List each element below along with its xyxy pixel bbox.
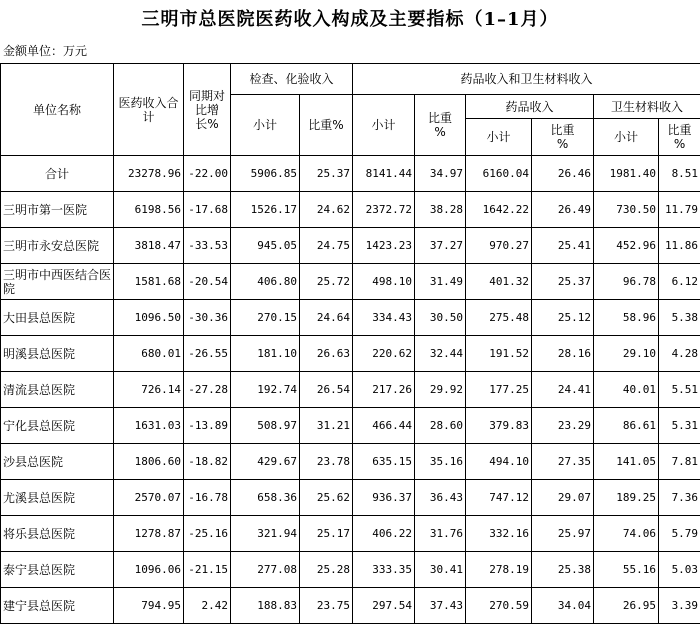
cell-dm-pct: 28.60 (415, 408, 466, 444)
cell-exam-pct: 24.64 (300, 300, 353, 336)
header-exam-subtotal: 小计 (231, 95, 300, 156)
cell-exam: 429.67 (231, 444, 300, 480)
cell-dm-pct: 29.92 (415, 372, 466, 408)
cell-drug-pct: 25.41 (532, 228, 594, 264)
cell-total: 6198.56 (114, 192, 184, 228)
cell-dm: 220.62 (353, 336, 415, 372)
cell-drug: 278.19 (466, 552, 532, 588)
table-row (1, 336, 700, 372)
cell-drug: 6160.04 (466, 156, 532, 192)
cell-dm-pct: 32.44 (415, 336, 466, 372)
cell-dm: 334.43 (353, 300, 415, 336)
cell-dm: 498.10 (353, 264, 415, 300)
cell-total: 1581.68 (114, 264, 184, 300)
cell-yoy: -16.78 (184, 480, 231, 516)
income-table (0, 63, 700, 624)
cell-total: 1096.50 (114, 300, 184, 336)
cell-drug-pct: 25.37 (532, 264, 594, 300)
cell-yoy: -30.36 (184, 300, 231, 336)
cell-mat: 86.61 (594, 408, 659, 444)
header-exam-ratio: 比重% (300, 95, 353, 156)
cell-mat-pct: 7.36 (659, 480, 700, 516)
table-row (1, 444, 700, 480)
cell-unit-name: 三明市永安总医院 (1, 228, 114, 264)
header-dm-subtotal: 小计 (353, 95, 415, 156)
cell-dm-pct: 38.28 (415, 192, 466, 228)
cell-total: 3818.47 (114, 228, 184, 264)
cell-drug-pct: 25.12 (532, 300, 594, 336)
cell-exam: 277.08 (231, 552, 300, 588)
cell-mat: 29.10 (594, 336, 659, 372)
header-dm-ratio-a: 比重 (428, 111, 453, 125)
cell-yoy: -22.00 (184, 156, 231, 192)
cell-total: 2570.07 (114, 480, 184, 516)
unit-label: 金额单位：万元 (3, 44, 88, 58)
cell-mat-pct: 5.03 (659, 552, 700, 588)
cell-total: 1278.87 (114, 516, 184, 552)
table-row (1, 552, 700, 588)
header-material-ratio (659, 119, 700, 156)
cell-drug: 747.12 (466, 480, 532, 516)
cell-total: 1096.06 (114, 552, 184, 588)
cell-yoy: -17.68 (184, 192, 231, 228)
header-material-ratio-a: 比重 (667, 123, 692, 137)
cell-dm-pct: 36.43 (415, 480, 466, 516)
cell-mat: 26.95 (594, 588, 659, 624)
cell-dm-pct: 34.97 (415, 156, 466, 192)
cell-drug: 332.16 (466, 516, 532, 552)
cell-drug: 379.83 (466, 408, 532, 444)
cell-drug: 177.25 (466, 372, 532, 408)
cell-dm: 217.26 (353, 372, 415, 408)
cell-mat-pct: 11.79 (659, 192, 700, 228)
cell-exam-pct: 31.21 (300, 408, 353, 444)
cell-exam-pct: 24.62 (300, 192, 353, 228)
cell-drug: 970.27 (466, 228, 532, 264)
cell-exam-pct: 26.63 (300, 336, 353, 372)
cell-mat-pct: 6.12 (659, 264, 700, 300)
table-row (1, 228, 700, 264)
cell-yoy: -18.82 (184, 444, 231, 480)
cell-mat: 452.96 (594, 228, 659, 264)
cell-exam-pct: 23.75 (300, 588, 353, 624)
cell-drug: 270.59 (466, 588, 532, 624)
cell-dm: 333.35 (353, 552, 415, 588)
cell-exam: 188.83 (231, 588, 300, 624)
cell-exam: 181.10 (231, 336, 300, 372)
cell-unit-name: 清流县总医院 (1, 372, 114, 408)
cell-drug-pct: 26.46 (532, 156, 594, 192)
cell-exam-pct: 24.75 (300, 228, 353, 264)
cell-mat: 730.50 (594, 192, 659, 228)
cell-exam: 658.36 (231, 480, 300, 516)
cell-mat: 74.06 (594, 516, 659, 552)
cell-mat-pct: 7.81 (659, 444, 700, 480)
cell-mat-pct: 5.38 (659, 300, 700, 336)
cell-dm: 466.44 (353, 408, 415, 444)
cell-unit-name: 建宁县总医院 (1, 588, 114, 624)
cell-dm: 297.54 (353, 588, 415, 624)
header-dm-ratio-b: % (434, 125, 446, 139)
header-drug-ratio-a: 比重 (550, 123, 575, 137)
cell-exam: 270.15 (231, 300, 300, 336)
cell-unit-name: 明溪县总医院 (1, 336, 114, 372)
cell-drug-pct: 23.29 (532, 408, 594, 444)
cell-drug: 401.32 (466, 264, 532, 300)
cell-exam-pct: 25.17 (300, 516, 353, 552)
cell-yoy: -26.55 (184, 336, 231, 372)
cell-mat: 40.01 (594, 372, 659, 408)
cell-exam: 1526.17 (231, 192, 300, 228)
cell-unit-name: 将乐县总医院 (1, 516, 114, 552)
cell-exam: 406.80 (231, 264, 300, 300)
cell-total: 1806.60 (114, 444, 184, 480)
cell-exam: 321.94 (231, 516, 300, 552)
cell-yoy: -21.15 (184, 552, 231, 588)
cell-exam: 508.97 (231, 408, 300, 444)
table-row (1, 192, 700, 228)
header-drug-ratio (532, 119, 594, 156)
cell-yoy: -13.89 (184, 408, 231, 444)
cell-dm: 936.37 (353, 480, 415, 516)
cell-unit-name: 三明市第一医院 (1, 192, 114, 228)
table-row (1, 264, 700, 300)
cell-total: 794.95 (114, 588, 184, 624)
table-row (1, 516, 700, 552)
cell-drug-pct: 27.35 (532, 444, 594, 480)
header-medical-income-total: 医药收入合计 (114, 64, 184, 156)
cell-mat: 189.25 (594, 480, 659, 516)
cell-mat: 55.16 (594, 552, 659, 588)
header-material-subtotal: 小计 (594, 119, 659, 156)
table-body (1, 156, 700, 624)
cell-drug-pct: 26.49 (532, 192, 594, 228)
cell-mat-pct: 11.86 (659, 228, 700, 264)
cell-unit-name: 宁化县总医院 (1, 408, 114, 444)
cell-mat: 58.96 (594, 300, 659, 336)
header-drug-material-group: 药品收入和卫生材料收入 (353, 64, 700, 95)
header-drug-ratio-b: % (556, 137, 569, 151)
cell-dm-pct: 30.41 (415, 552, 466, 588)
cell-unit-name: 泰宁县总医院 (1, 552, 114, 588)
table-row (1, 300, 700, 336)
cell-unit-name: 尤溪县总医院 (1, 480, 114, 516)
cell-exam-pct: 26.54 (300, 372, 353, 408)
cell-dm-pct: 37.27 (415, 228, 466, 264)
cell-yoy: -33.53 (184, 228, 231, 264)
header-material-group: 卫生材料收入 (594, 95, 700, 119)
report-title: 三明市总医院医药收入构成及主要指标（1–1月） (141, 9, 559, 30)
cell-drug-pct: 25.97 (532, 516, 594, 552)
cell-mat-pct: 8.51 (659, 156, 700, 192)
cell-yoy: -25.16 (184, 516, 231, 552)
header-dm-ratio (415, 95, 466, 156)
cell-dm: 406.22 (353, 516, 415, 552)
header-drug-group: 药品收入 (466, 95, 594, 119)
cell-mat: 96.78 (594, 264, 659, 300)
cell-dm-pct: 37.43 (415, 588, 466, 624)
cell-unit-name: 大田县总医院 (1, 300, 114, 336)
cell-dm: 8141.44 (353, 156, 415, 192)
table-row (1, 588, 700, 624)
cell-mat-pct: 5.51 (659, 372, 700, 408)
header-yoy-growth: 同期对比增长% (184, 64, 231, 156)
cell-total: 23278.96 (114, 156, 184, 192)
cell-exam-pct: 25.28 (300, 552, 353, 588)
cell-exam: 5906.85 (231, 156, 300, 192)
cell-mat-pct: 3.39 (659, 588, 700, 624)
cell-unit-name: 三明市中西医结合医院 (1, 264, 114, 300)
header-exam-group: 检查、化验收入 (231, 64, 353, 95)
cell-unit-name: 合计 (1, 156, 114, 192)
table-row (1, 156, 700, 192)
cell-exam-pct: 25.62 (300, 480, 353, 516)
cell-mat-pct: 4.28 (659, 336, 700, 372)
cell-dm-pct: 30.50 (415, 300, 466, 336)
cell-mat: 1981.40 (594, 156, 659, 192)
cell-dm-pct: 31.49 (415, 264, 466, 300)
cell-exam: 945.05 (231, 228, 300, 264)
cell-total: 680.01 (114, 336, 184, 372)
header-drug-subtotal: 小计 (466, 119, 532, 156)
cell-exam-pct: 23.78 (300, 444, 353, 480)
cell-yoy: -27.28 (184, 372, 231, 408)
cell-exam-pct: 25.37 (300, 156, 353, 192)
table-row (1, 480, 700, 516)
cell-exam: 192.74 (231, 372, 300, 408)
cell-drug-pct: 24.41 (532, 372, 594, 408)
cell-mat-pct: 5.31 (659, 408, 700, 444)
table-row (1, 408, 700, 444)
cell-dm: 635.15 (353, 444, 415, 480)
cell-drug-pct: 29.07 (532, 480, 594, 516)
cell-mat-pct: 5.79 (659, 516, 700, 552)
cell-total: 1631.03 (114, 408, 184, 444)
cell-drug: 1642.22 (466, 192, 532, 228)
cell-exam-pct: 25.72 (300, 264, 353, 300)
cell-dm: 2372.72 (353, 192, 415, 228)
cell-dm: 1423.23 (353, 228, 415, 264)
cell-yoy: 2.42 (184, 588, 231, 624)
header-unit-name: 单位名称 (1, 64, 114, 156)
cell-drug: 275.48 (466, 300, 532, 336)
cell-yoy: -20.54 (184, 264, 231, 300)
cell-mat: 141.05 (594, 444, 659, 480)
cell-total: 726.14 (114, 372, 184, 408)
table-row (1, 372, 700, 408)
cell-unit-name: 沙县总医院 (1, 444, 114, 480)
cell-drug: 494.10 (466, 444, 532, 480)
header-material-ratio-b: % (673, 137, 686, 151)
cell-dm-pct: 35.16 (415, 444, 466, 480)
cell-dm-pct: 31.76 (415, 516, 466, 552)
cell-drug-pct: 25.38 (532, 552, 594, 588)
cell-drug-pct: 34.04 (532, 588, 594, 624)
cell-drug: 191.52 (466, 336, 532, 372)
cell-drug-pct: 28.16 (532, 336, 594, 372)
